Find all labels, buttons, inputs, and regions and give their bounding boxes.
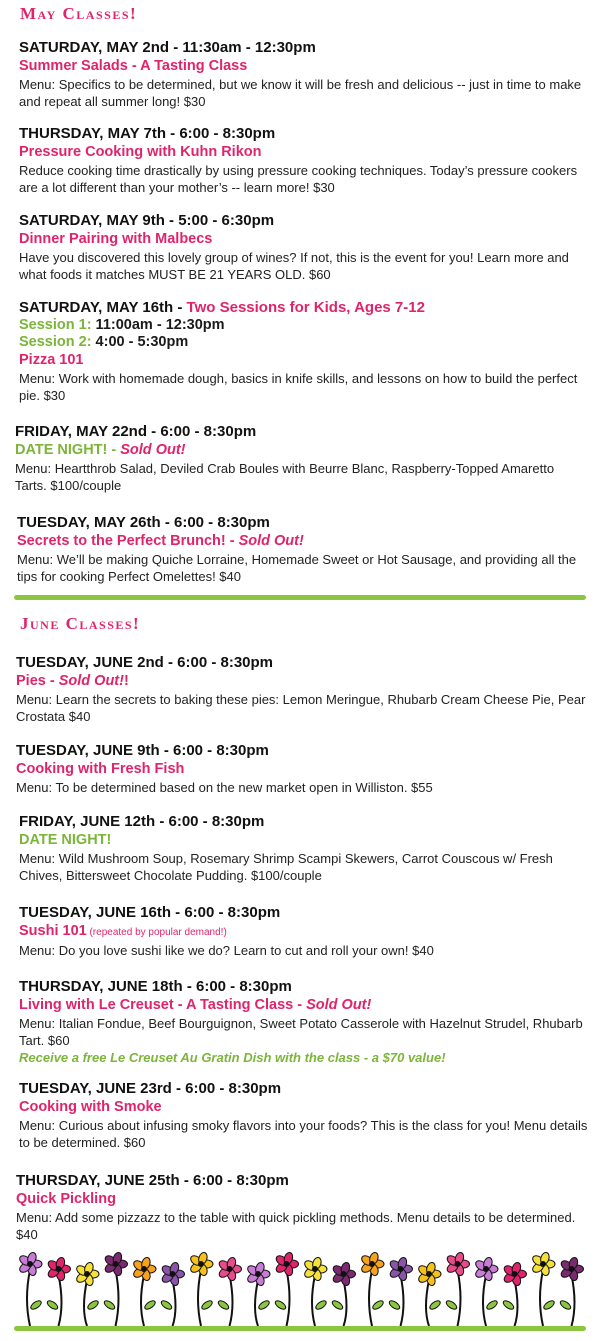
event-title: Pizza 101 bbox=[19, 352, 84, 368]
event-desc: Menu: Italian Fondue, Beef Bourguignon, Sweet Potato Casserole with Hazelnut Strudel, Rhubarb Tart. $60 bbox=[19, 1016, 583, 1048]
event-title-note: (repeated by popular demand!) bbox=[86, 927, 227, 938]
flower-leaf bbox=[274, 1299, 287, 1311]
flower-stem bbox=[255, 1280, 258, 1326]
event-desc: Menu: Heartthrob Salad, Deviled Crab Boules with Beurre Blanc, Raspberry-Topped Amaretto Tarts. $100/couple bbox=[15, 461, 555, 493]
flower-center bbox=[455, 1261, 461, 1267]
event-june-2 bbox=[16, 653, 586, 725]
flower-center bbox=[369, 1261, 375, 1267]
event-date: THURSDAY, MAY 7th - 6:00 - 8:30pm bbox=[19, 125, 276, 142]
flower-center bbox=[312, 1266, 318, 1272]
flower-center bbox=[170, 1271, 176, 1277]
flower-center bbox=[198, 1261, 204, 1267]
flower-leaf bbox=[485, 1299, 498, 1311]
flower-stem bbox=[59, 1275, 62, 1326]
event-date bbox=[19, 298, 589, 317]
event-date: TUESDAY, JUNE 16th - 6:00 - 8:30pm bbox=[19, 904, 281, 921]
flower-stem bbox=[287, 1270, 290, 1326]
flower-stem bbox=[198, 1270, 201, 1326]
event-title: Cooking with Smoke bbox=[19, 1099, 162, 1115]
sold-out-badge: Sold Out! bbox=[58, 673, 124, 689]
ground-strip bbox=[14, 1326, 586, 1331]
event-date-extra: Two Sessions for Kids, Ages 7-12 bbox=[186, 299, 425, 316]
flower-stem bbox=[27, 1270, 30, 1326]
event-title: Quick Pickling bbox=[16, 1191, 116, 1207]
flower-center bbox=[483, 1266, 489, 1272]
flower-center bbox=[569, 1266, 575, 1272]
event-date: SATURDAY, MAY 9th - 5:00 - 6:30pm bbox=[19, 212, 275, 229]
session-1 bbox=[19, 317, 589, 334]
flower-center bbox=[227, 1266, 233, 1272]
flower-leaf bbox=[445, 1299, 458, 1311]
event-june-16 bbox=[19, 903, 589, 959]
flower-leaf bbox=[314, 1299, 327, 1311]
flower-center bbox=[56, 1266, 62, 1272]
event-title: Dinner Pairing with Malbecs bbox=[19, 231, 213, 247]
flower-stem bbox=[458, 1270, 461, 1326]
session-2-time: 4:00 - 5:30pm bbox=[91, 334, 189, 350]
event-desc: Menu: Work with homemade dough, basics in knife skills, and lessons on how to build the perfect pie. $30 bbox=[19, 371, 578, 403]
flower-stem bbox=[344, 1280, 347, 1326]
section-divider bbox=[14, 595, 586, 600]
event-date-text: SATURDAY, MAY 16th - bbox=[19, 299, 187, 316]
flower-leaf bbox=[371, 1299, 384, 1311]
event-desc: Menu: We’ll be making Quiche Lorraine, Homemade Sweet or Hot Sausage, and providing all the tips for cooking Perfect Omelettes! $40 bbox=[17, 552, 577, 584]
flower-stem bbox=[483, 1275, 486, 1326]
flower-stem bbox=[312, 1275, 315, 1326]
flower-center bbox=[113, 1261, 119, 1267]
event-june-25 bbox=[16, 1171, 586, 1243]
flower-center bbox=[398, 1266, 404, 1272]
flower-leaf bbox=[200, 1299, 213, 1311]
sold-out-badge: Sold Out! bbox=[306, 997, 372, 1013]
event-title-text: Living with Le Creuset - A Tasting Class - bbox=[19, 997, 307, 1013]
event-date: FRIDAY, MAY 22nd - 6:00 - 8:30pm bbox=[15, 423, 257, 440]
event-date: THURSDAY, JUNE 18th - 6:00 - 8:30pm bbox=[19, 978, 292, 995]
flower-center bbox=[141, 1266, 147, 1272]
session-1-label: Session 1: bbox=[19, 317, 92, 333]
event-date: TUESDAY, JUNE 23rd - 6:00 - 8:30pm bbox=[19, 1080, 282, 1097]
event-desc: Menu: Specifics to be determined, but we know it will be fresh and delicious -- just in time to make and repeat all summer long! $30 bbox=[19, 77, 582, 109]
flower-leaf bbox=[388, 1299, 401, 1311]
may-heading: May Classes! bbox=[20, 4, 138, 23]
session-2 bbox=[19, 334, 589, 351]
flower-center bbox=[426, 1271, 432, 1277]
event-title: DATE NIGHT! bbox=[19, 832, 112, 848]
event-june-18 bbox=[19, 977, 589, 1066]
sold-out-badge: Sold Out! bbox=[120, 442, 186, 458]
flower-center bbox=[284, 1261, 290, 1267]
flower-border-illustration bbox=[14, 1250, 586, 1335]
event-title-text: Secrets to the Perfect Brunch! - bbox=[17, 533, 239, 549]
event-date: FRIDAY, JUNE 12th - 6:00 - 8:30pm bbox=[19, 813, 265, 830]
flower-stem bbox=[84, 1280, 87, 1326]
event-june-9 bbox=[16, 741, 586, 796]
june-heading: June Classes! bbox=[20, 614, 141, 633]
event-desc: Reduce cooking time drastically by using pressure cooking techniques. Today’s pressure cookers are a lot different than your mother’s -- learn more! $30 bbox=[19, 163, 578, 195]
event-desc: Menu: To be determined based on the new market open in Williston. $55 bbox=[16, 780, 433, 795]
session-1-time: 11:00am - 12:30pm bbox=[91, 317, 225, 333]
flower-leaf bbox=[143, 1299, 156, 1311]
flower-center bbox=[341, 1271, 347, 1277]
event-desc: Have you discovered this lovely group of wines? If not, this is the event for you! Learn more and what foods it matches MUST BE 21 YEARS OLD. $60 bbox=[19, 250, 569, 282]
flower-stem bbox=[173, 1280, 176, 1326]
event-may-26 bbox=[17, 513, 587, 585]
event-june-12 bbox=[19, 812, 589, 884]
event-date: TUESDAY, JUNE 9th - 6:00 - 8:30pm bbox=[16, 742, 269, 759]
flower-stem bbox=[230, 1275, 233, 1326]
event-desc: Menu: Add some pizzazz to the table with quick pickling methods. Menu details to be determined. $40 bbox=[16, 1210, 576, 1242]
event-may-9 bbox=[19, 211, 589, 283]
event-title bbox=[17, 532, 587, 551]
flower-leaf bbox=[29, 1299, 42, 1311]
event-date: TUESDAY, JUNE 2nd - 6:00 - 8:30pm bbox=[16, 654, 274, 671]
flower-leaf bbox=[559, 1299, 572, 1311]
session-2-label: Session 2: bbox=[19, 334, 92, 350]
event-desc: Menu: Do you love sushi like we do? Learn to cut and roll your own! $40 bbox=[19, 943, 434, 958]
event-title-tail: ! bbox=[123, 673, 129, 689]
event-date: SATURDAY, MAY 2nd - 11:30am - 12:30pm bbox=[19, 39, 316, 56]
event-desc: Menu: Learn the secrets to baking these pies: Lemon Meringue, Rhubarb Cream Cheese Pie, Pear Crostata $40 bbox=[16, 692, 586, 724]
sold-out-badge: Sold Out! bbox=[238, 533, 304, 549]
event-title bbox=[19, 996, 589, 1015]
flower-stem bbox=[515, 1280, 518, 1326]
event-desc: Menu: Wild Mushroom Soup, Rosemary Shrimp Scampi Skewers, Carrot Couscous w/ Fresh Chives, Bittersweet Chocolate Pudding. $100/couple bbox=[19, 851, 553, 883]
event-title-text: Pies - bbox=[16, 673, 59, 689]
flower-stem bbox=[401, 1275, 404, 1326]
event-desc: Menu: Curious about infusing smoky flavors into your foods? This is the class for you! Menu details to be determined. $60 bbox=[19, 1118, 588, 1150]
event-title bbox=[19, 922, 589, 942]
event-title: Cooking with Fresh Fish bbox=[16, 761, 185, 777]
event-title: Pressure Cooking with Kuhn Rikon bbox=[19, 144, 262, 160]
event-title bbox=[16, 672, 586, 691]
flower-stem bbox=[540, 1270, 543, 1326]
flower-leaf bbox=[86, 1299, 99, 1311]
flower-leaf bbox=[428, 1299, 441, 1311]
event-june-23 bbox=[19, 1079, 589, 1151]
event-title-text: Sushi 101 bbox=[19, 923, 87, 939]
flower-leaf bbox=[542, 1299, 555, 1311]
flower-center bbox=[255, 1271, 261, 1277]
event-may-7 bbox=[19, 124, 589, 196]
flower-center bbox=[27, 1261, 33, 1267]
event-title bbox=[15, 441, 585, 460]
flower-leaf bbox=[103, 1299, 116, 1311]
flower-stem bbox=[426, 1280, 429, 1326]
event-promo-note: Receive a free Le Creuset Au Gratin Dish with the class - a $70 value! bbox=[19, 1050, 446, 1065]
event-may-2 bbox=[19, 38, 589, 110]
event-title-text: DATE NIGHT! - bbox=[15, 442, 121, 458]
flower-stem bbox=[141, 1275, 144, 1326]
flower-leaf bbox=[257, 1299, 270, 1311]
flower-leaf bbox=[160, 1299, 173, 1311]
flower-leaf bbox=[46, 1299, 59, 1311]
event-date: THURSDAY, JUNE 25th - 6:00 - 8:30pm bbox=[16, 1172, 289, 1189]
flower-stem bbox=[572, 1275, 575, 1326]
flower-leaf bbox=[331, 1299, 344, 1311]
flower-leaf bbox=[217, 1299, 230, 1311]
flower-stem bbox=[116, 1270, 119, 1326]
flower-leaf bbox=[502, 1299, 515, 1311]
flower-center bbox=[540, 1261, 546, 1267]
event-title: Summer Salads - A Tasting Class bbox=[19, 58, 248, 74]
flower-stem bbox=[369, 1270, 372, 1326]
event-may-22 bbox=[15, 422, 585, 494]
event-date: TUESDAY, MAY 26th - 6:00 - 8:30pm bbox=[17, 514, 270, 531]
flower-center bbox=[512, 1271, 518, 1277]
flower-center bbox=[84, 1271, 90, 1277]
event-may-16 bbox=[19, 298, 589, 404]
